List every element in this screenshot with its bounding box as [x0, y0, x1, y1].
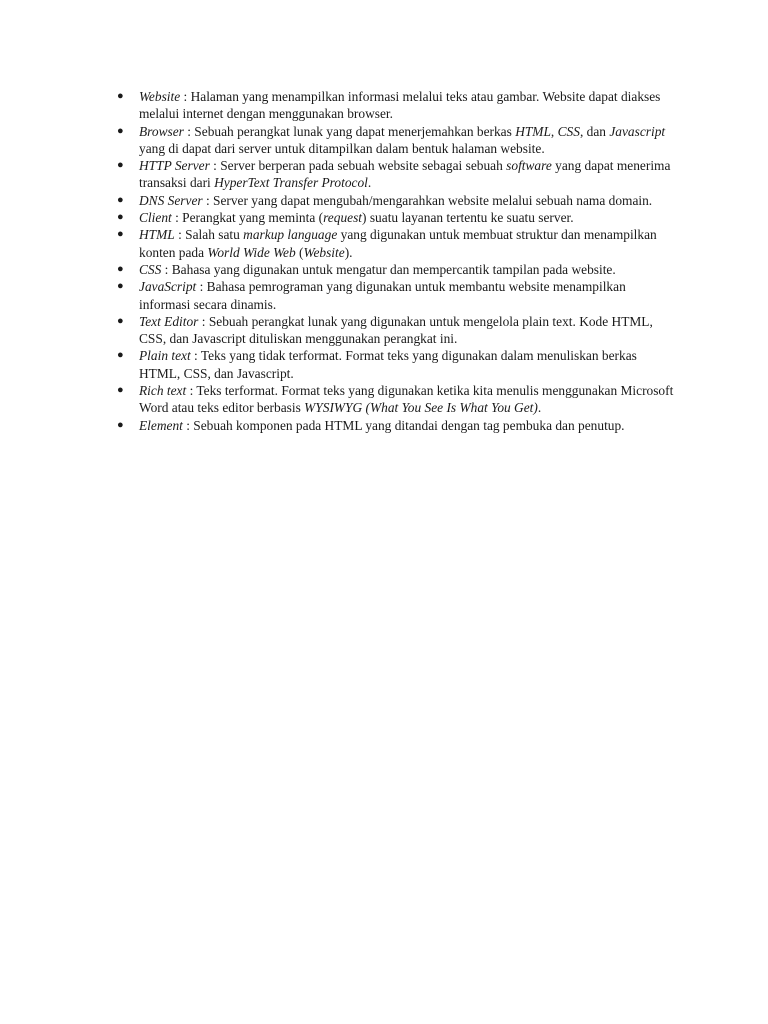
glossary-item	[117, 226, 679, 261]
emphasized-text: World Wide Web	[207, 244, 296, 260]
glossary-term: Browser	[139, 123, 184, 139]
emphasized-text: Website	[303, 244, 345, 260]
emphasized-text: markup language	[243, 227, 338, 243]
glossary-term: DNS Server	[139, 192, 203, 208]
glossary-definition-text: : Teks yang tidak terformat. Format teks yang digunakan dalam menuliskan berkas HTML, CSS, dan Javascript.	[139, 348, 637, 381]
glossary-term: CSS	[139, 261, 162, 277]
bullet-icon: ●	[117, 228, 124, 241]
glossary-definition-text: : Halaman yang menampilkan informasi melalui teks atau gambar. Website dapat diakses melalui internet dengan menggunakan browser.	[139, 89, 661, 122]
glossary-term: JavaScript	[139, 279, 197, 295]
glossary-term: Rich text	[139, 383, 187, 399]
glossary-term: Text Editor	[139, 313, 199, 329]
emphasized-text: WYSIWYG (What You See Is What You Get)	[304, 400, 538, 416]
bullet-icon: ●	[117, 314, 124, 327]
glossary-item	[117, 88, 679, 123]
bullet-icon: ●	[117, 349, 124, 362]
glossary-definition-text: : Perangkat yang meminta (	[171, 210, 324, 226]
glossary-item	[117, 157, 679, 192]
glossary-definition-text: : Server berperan pada sebuah website sebagai sebuah	[209, 158, 507, 174]
glossary-list	[117, 88, 679, 434]
bullet-icon: ●	[117, 262, 124, 275]
bullet-icon: ●	[117, 124, 124, 137]
glossary-item	[117, 209, 679, 226]
emphasized-text: HTML	[515, 123, 551, 139]
glossary-definition-text: .	[367, 175, 372, 191]
bullet-icon: ●	[117, 90, 124, 102]
glossary-term: Element	[139, 417, 183, 433]
glossary-definition-text: : Sebuah perangkat lunak yang dapat menerjemahkan berkas	[183, 123, 516, 139]
glossary-item	[117, 278, 679, 313]
glossary-item	[117, 382, 679, 417]
glossary-term: Client	[139, 210, 172, 226]
glossary-definition-text: ).	[344, 244, 353, 260]
emphasized-text: software	[506, 158, 552, 174]
glossary-term: Plain text	[139, 348, 191, 364]
glossary-item	[117, 261, 679, 278]
glossary-definition-text: : Bahasa yang digunakan untuk mengatur dan mempercantik tampilan pada website.	[161, 261, 616, 277]
glossary-term: Website	[139, 89, 181, 104]
emphasized-text: request	[323, 210, 363, 226]
glossary-item	[117, 347, 679, 382]
glossary-item	[117, 192, 679, 209]
emphasized-text: Javascript	[609, 123, 666, 139]
bullet-icon: ●	[117, 280, 124, 293]
bullet-icon: ●	[117, 418, 124, 431]
bullet-icon: ●	[117, 159, 124, 172]
emphasized-text: CSS	[557, 123, 580, 139]
bullet-icon: ●	[117, 211, 124, 224]
glossary-term: HTML	[139, 227, 175, 243]
glossary-definition-text: .	[537, 400, 542, 416]
glossary-definition-text: yang di dapat dari server untuk ditampilkan dalam bentuk halaman website.	[139, 140, 545, 156]
glossary-definition-text: yang digunakan untuk membuat struktur dan menampilkan konten pada	[139, 227, 657, 260]
glossary-definition-text: ,	[550, 123, 558, 139]
glossary-definition-text: : Bahasa pemrograman yang digunakan untuk membantu website menampilkan informasi secara dinamis.	[139, 279, 626, 312]
glossary-item	[117, 123, 679, 158]
bullet-icon: ●	[117, 384, 124, 397]
glossary-item	[117, 313, 679, 348]
glossary-definition-text: : Server yang dapat mengubah/mengarahkan website melalui sebuah nama domain.	[202, 192, 653, 208]
glossary-definition-text: : Teks terformat. Format teks yang digunakan ketika kita menulis menggunakan Microsoft Word atau teks editor berbasis	[139, 383, 674, 416]
glossary-definition-text: , dan	[579, 123, 610, 139]
glossary-definition-text: (	[295, 244, 304, 260]
glossary-term: HTTP Server	[139, 158, 210, 174]
glossary-item	[117, 417, 679, 434]
glossary-definition-text: ) suatu layanan tertentu ke suatu server.	[362, 210, 574, 226]
emphasized-text: HyperText Transfer Protocol	[214, 175, 368, 191]
glossary-definition-text: : Sebuah perangkat lunak yang digunakan untuk mengelola plain text. Kode HTML, CSS, dan Javascript dituliskan menggunakan perangkat ini.	[139, 313, 653, 347]
glossary-definition-text: : Salah satu	[174, 227, 244, 243]
glossary-definition-text: yang dapat menerima transaksi dari	[139, 158, 671, 191]
glossary-definition-text: : Sebuah komponen pada HTML yang ditandai dengan tag pembuka dan penutup.	[182, 417, 625, 433]
bullet-icon: ●	[117, 193, 124, 206]
